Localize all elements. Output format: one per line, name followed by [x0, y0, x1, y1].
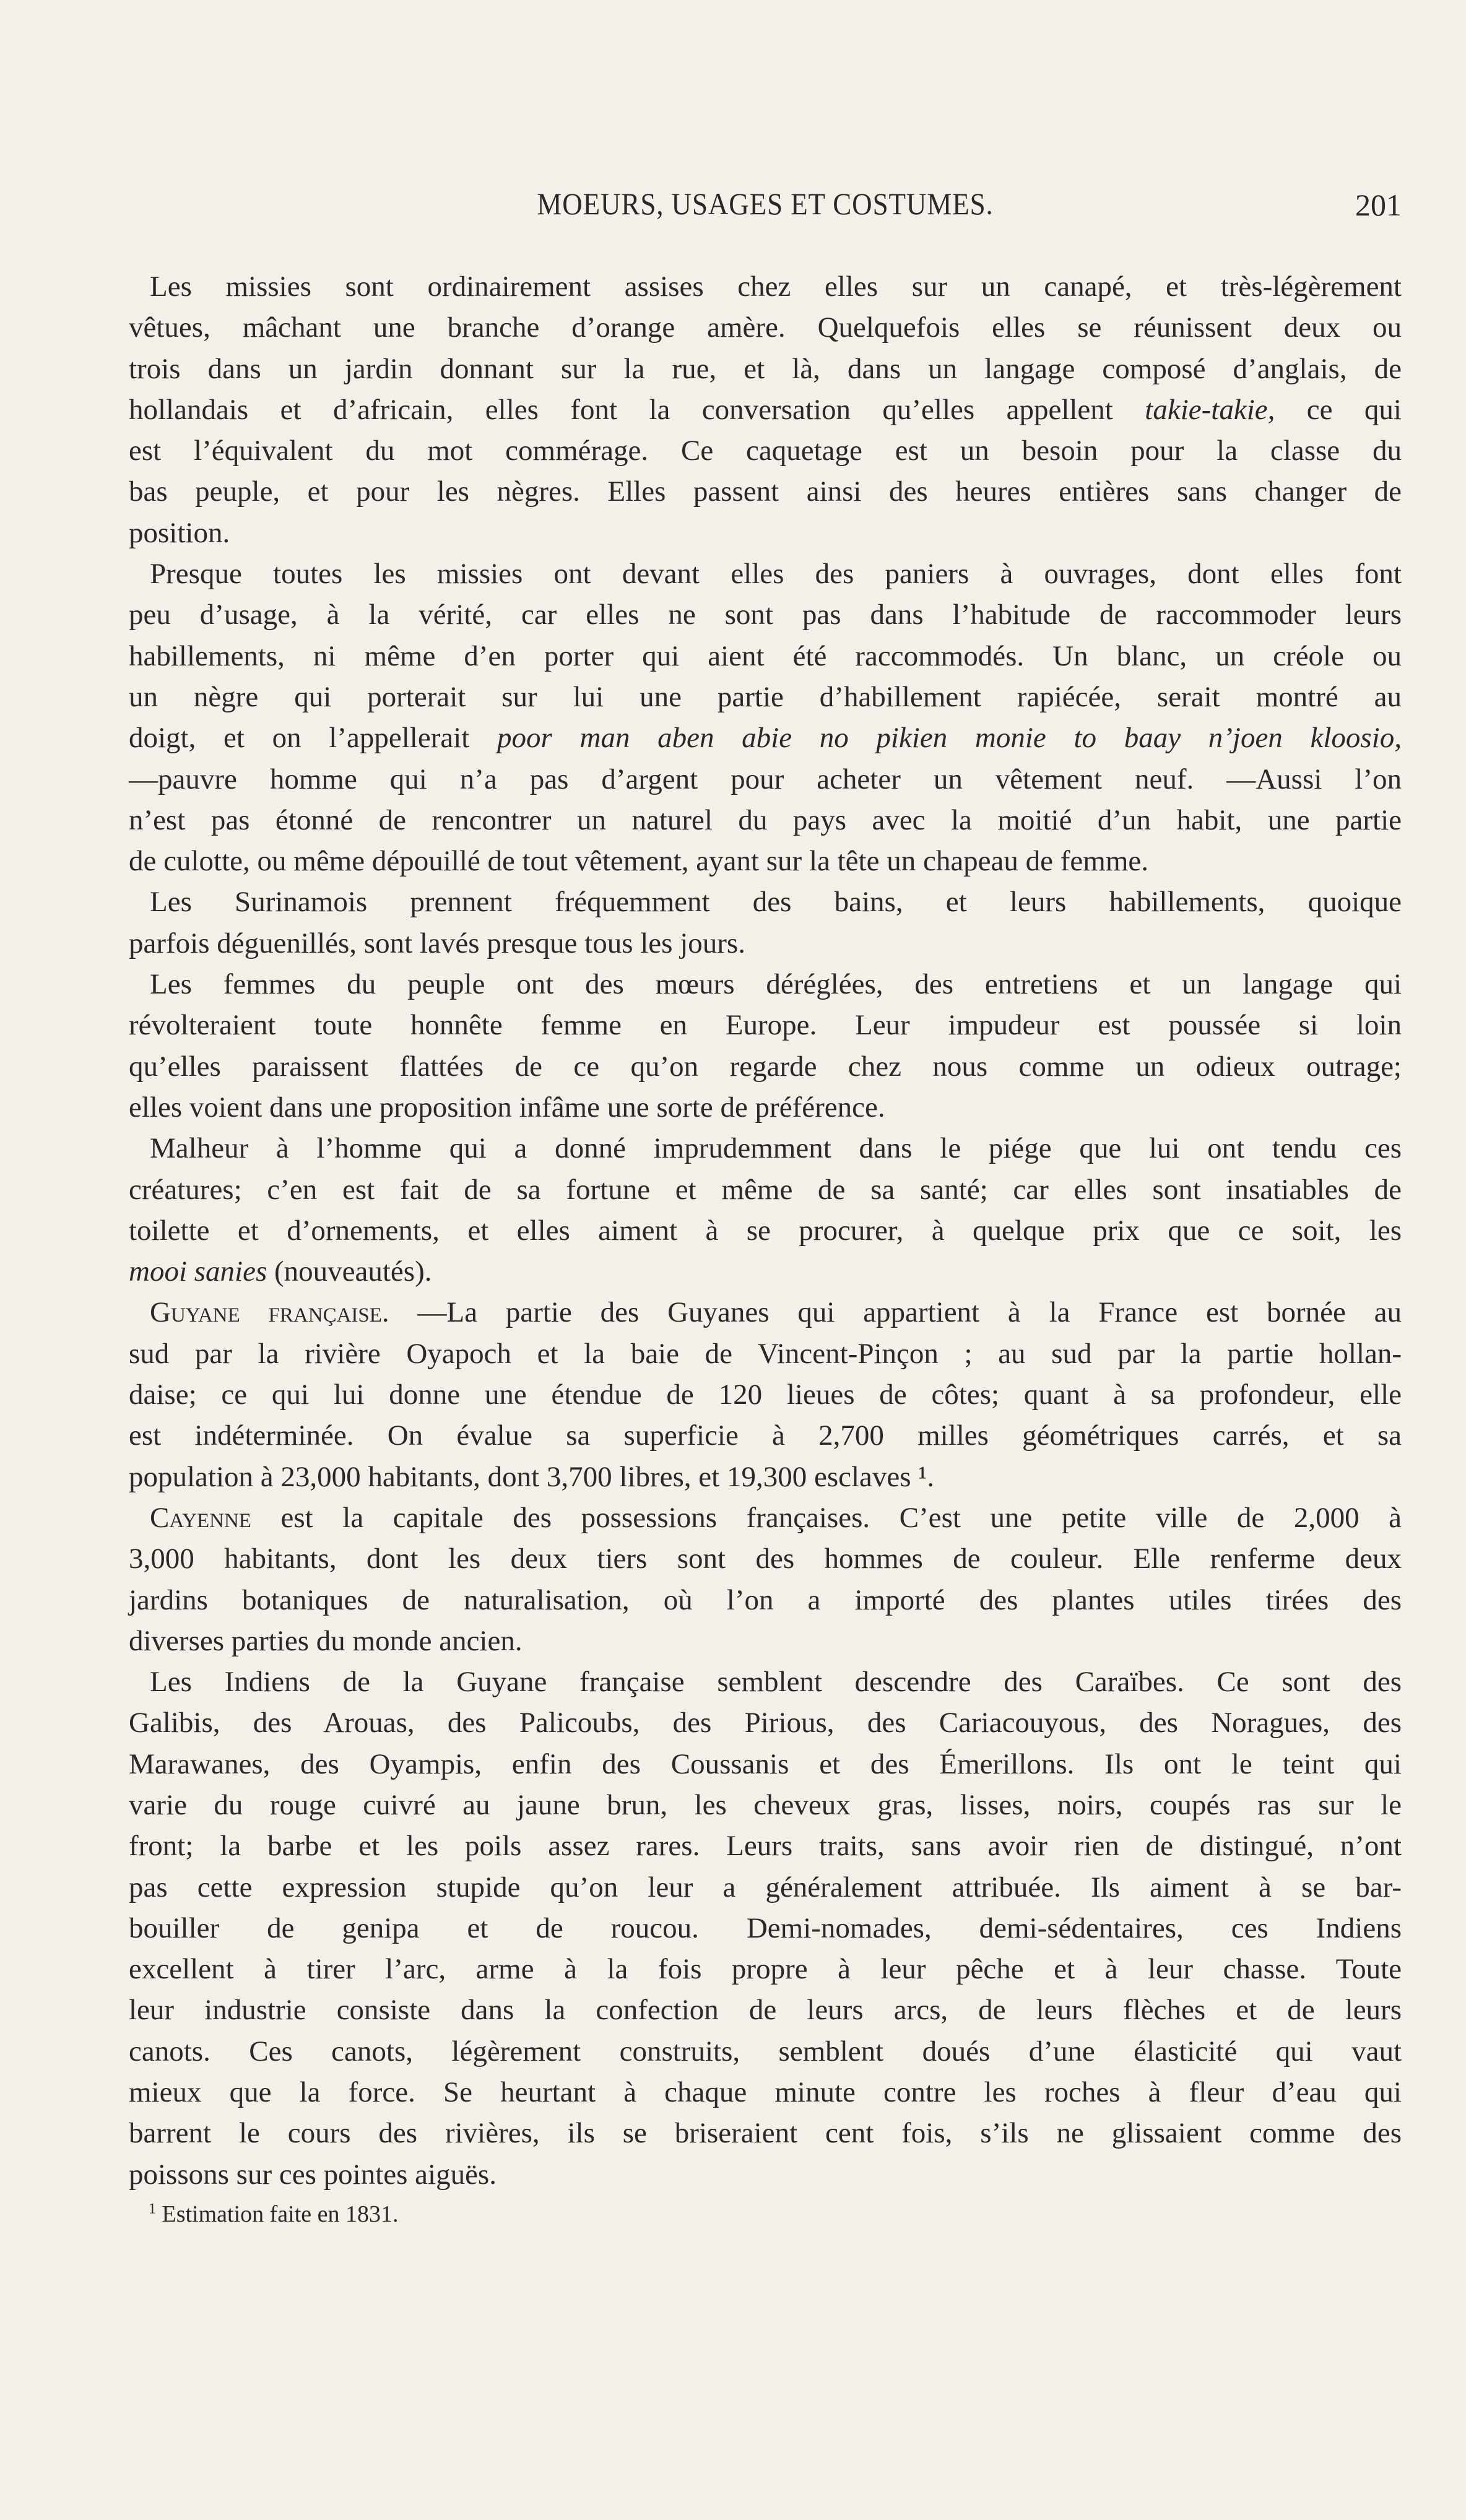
line-text: (nouveautés).	[267, 1255, 432, 1288]
line-text: —pauvre homme qui n’a pas d’argent pour acheter un vêtement neuf. —Aussi l’on	[129, 763, 1402, 795]
line-text: est l’équivalent du mot commérage. Ce caquetage est un besoin pour la classe du	[129, 435, 1402, 467]
line-text: peu d’usage, à la vérité, car elles ne sont pas dans l’habitude de raccommoder leurs	[129, 599, 1402, 631]
line-text: Presque toutes les missies ont devant elles des paniers à ouvrages, dont elles font	[150, 558, 1402, 591]
paragraph	[129, 553, 1402, 881]
footnote-text: Estimation faite en 1831.	[162, 2201, 399, 2227]
line-text: bas peuple, et pour les nègres. Elles passent ainsi des heures entières sans changer de	[129, 475, 1402, 508]
text-line	[129, 841, 1402, 881]
text-line	[129, 1580, 1402, 1621]
text-line	[129, 1702, 1402, 1743]
text-line	[129, 1825, 1402, 1866]
line-text: toilette et d’ornements, et elles aiment à se procurer, à quelque prix que ce soit, les	[129, 1214, 1402, 1247]
text-line	[129, 1621, 1402, 1661]
line-text: est indéterminée. On évalue sa superficie à 2,700 milles géométriques carrés, et sa	[129, 1419, 1402, 1452]
line-text: doigt, et on l’appellerait	[129, 722, 498, 755]
paragraph	[129, 1128, 1402, 1292]
smallcaps-heading: Guyane française.	[150, 1296, 389, 1329]
line-text: pas cette expression stupide qu’on leur a généralement attribuée. Ils aiment à se bar-	[129, 1871, 1402, 1903]
text-line	[129, 1128, 1402, 1169]
line-text: Les missies sont ordinairement assises chez elles sur un canapé, et très-légèrement	[150, 271, 1402, 303]
line-text: n’est pas étonné de rencontrer un naturel du pays avec la moitié d’un habit, une partie	[129, 803, 1402, 836]
chapter-title: MOEURS, USAGES ET COSTUMES.	[537, 186, 994, 221]
line-text: elles voient dans une proposition infâme une sorte de préférence.	[129, 1091, 885, 1124]
line-text: population à 23,000 habitants, dont 3,700 libres, et 19,300 esclaves ¹.	[129, 1460, 935, 1493]
paragraph	[129, 881, 1402, 964]
line-text: trois dans un jardin donnant sur la rue, et là, dans un langage composé d’anglais, de	[129, 352, 1402, 385]
line-text: Les Surinamois prennent fréquemment des bains, et leurs habillements, quoique	[150, 886, 1402, 919]
line-text: vêtues, mâchant une branche d’orange amère. Quelquefois elles se réunissent deux ou	[129, 311, 1402, 344]
text-line	[129, 307, 1402, 348]
line-text: un nègre qui porterait sur lui une partie d’habillement rapiécée, serait montré au	[129, 680, 1402, 713]
text-line	[129, 1046, 1402, 1087]
line-text: est la capitale des possessions françaises. C’est une petite ville de 2,000 à	[251, 1501, 1402, 1534]
line-text: barrent le cours des rivières, ils se briseraient cent fois, s’ils ne glissaient comme des	[129, 2117, 1402, 2150]
text-line	[129, 636, 1402, 677]
text-line	[129, 1457, 1402, 1497]
text-line	[129, 1744, 1402, 1785]
text-line	[129, 1661, 1402, 1702]
text-line	[129, 1990, 1402, 2030]
italic-text: takie-takie,	[1145, 393, 1275, 426]
text-line	[129, 1292, 1402, 1333]
text-line	[129, 1497, 1402, 1538]
italic-text: mooi sanies	[129, 1255, 267, 1288]
text-line	[129, 881, 1402, 922]
line-text: varie du rouge cuivré au jaune brun, les cheveux gras, lisses, noirs, coupés ras sur le	[129, 1788, 1402, 1821]
text-line	[129, 759, 1402, 800]
text-line	[129, 1415, 1402, 1456]
text-line	[129, 2113, 1402, 2154]
line-text: Galibis, des Arouas, des Palicoubs, des Pirious, des Cariacouyous, des Noragues, des	[129, 1707, 1402, 1739]
line-text: parfois déguenillés, sont lavés presque tous les jours.	[129, 927, 745, 959]
line-text: qu’elles paraissent flattées de ce qu’on regarde chez nous comme un odieux outrage;	[129, 1050, 1402, 1083]
text-line	[129, 2154, 1402, 2195]
text-line	[129, 1333, 1402, 1374]
italic-text: poor man aben abie no pikien monie to baay n’joen kloosio,	[497, 722, 1402, 755]
text-line	[129, 594, 1402, 635]
body-text	[129, 266, 1402, 2195]
text-line	[129, 553, 1402, 594]
text-line	[129, 1169, 1402, 1210]
paragraph	[129, 1661, 1402, 2195]
paragraph	[129, 964, 1402, 1128]
line-text: créatures; c’en est fait de sa fortune et même de sa santé; car elles sont insatiables de	[129, 1173, 1402, 1206]
line-text: daise; ce qui lui donne une étendue de 120 lieues de côtes; quant à sa profondeur, elle	[129, 1379, 1402, 1411]
text-line	[129, 389, 1402, 430]
text-line	[129, 717, 1402, 758]
line-text: hollandais et d’africain, elles font la conversation qu’elles appellent	[129, 393, 1145, 426]
line-text: mieux que la force. Se heurtant à chaque minute contre les roches à fleur d’eau qui	[129, 2076, 1402, 2109]
text-line	[129, 266, 1402, 307]
text-line	[129, 677, 1402, 717]
text-line	[129, 1908, 1402, 1949]
line-text: Malheur à l’homme qui a donné imprudemment dans le piége que lui ont tendu ces	[150, 1132, 1402, 1165]
text-line	[129, 1867, 1402, 1908]
line-text: excellent à tirer l’arc, arme à la fois propre à leur pêche et à leur chasse. Toute	[129, 1953, 1402, 1986]
text-line	[129, 1949, 1402, 1990]
text-line	[129, 1087, 1402, 1128]
text-line	[129, 923, 1402, 964]
paragraph	[129, 1292, 1402, 1497]
line-text: de culotte, ou même dépouillé de tout vêtement, ayant sur la tête un chapeau de femme.	[129, 845, 1148, 878]
text-line	[129, 1251, 1402, 1292]
line-text: jardins botaniques de naturalisation, où l’on a importé des plantes utiles tirées des	[129, 1583, 1402, 1616]
text-line	[129, 1374, 1402, 1415]
text-line	[129, 349, 1402, 389]
text-line	[129, 2031, 1402, 2072]
line-text: position.	[129, 516, 230, 549]
line-text: ce qui	[1275, 393, 1402, 426]
line-text: 3,000 habitants, dont les deux tiers sont des hommes de couleur. Elle renferme deux	[129, 1543, 1402, 1575]
footnote	[149, 2201, 399, 2228]
line-text: —La partie des Guyanes qui appartient à la France est bornée au	[389, 1296, 1402, 1329]
footnote-marker: 1	[149, 2201, 156, 2217]
line-text: Les Indiens de la Guyane française semblent descendre des Caraïbes. Ce sont des	[150, 1666, 1402, 1699]
text-line	[129, 964, 1402, 1005]
page-number: 201	[1355, 188, 1402, 222]
paragraph	[129, 266, 1402, 553]
running-head	[129, 186, 1402, 229]
paragraph	[129, 1497, 1402, 1661]
text-line	[129, 471, 1402, 512]
line-text: révolteraient toute honnête femme en Europe. Leur impudeur est poussée si loin	[129, 1009, 1402, 1042]
text-line	[129, 1005, 1402, 1046]
line-text: diverses parties du monde ancien.	[129, 1624, 523, 1657]
text-line	[129, 430, 1402, 471]
line-text: sud par la rivière Oyapoch et la baie de Vincent-Pinçon ; au sud par la partie hollan-	[129, 1337, 1402, 1370]
text-line	[129, 2072, 1402, 2113]
line-text: habillements, ni même d’en porter qui aient été raccommodés. Un blanc, un créole ou	[129, 639, 1402, 672]
line-text: front; la barbe et les poils assez rares. Leurs traits, sans avoir rien de distingué, n’ont	[129, 1830, 1402, 1863]
line-text: bouiller de genipa et de roucou. Demi-nomades, demi-sédentaires, ces Indiens	[129, 1912, 1402, 1944]
line-text: canots. Ces canots, légèrement construits, semblent doués d’une élasticité qui vaut	[129, 2035, 1402, 2068]
line-text: Les femmes du peuple ont des mœurs déréglées, des entretiens et un langage qui	[150, 968, 1402, 1001]
smallcaps-heading: Cayenne	[150, 1501, 251, 1534]
text-line	[129, 800, 1402, 841]
text-line	[129, 1785, 1402, 1825]
text-line	[129, 513, 1402, 553]
text-line	[129, 1538, 1402, 1579]
text-line	[129, 1210, 1402, 1251]
line-text: leur industrie consiste dans la confection de leurs arcs, de leurs flèches et de leurs	[129, 1994, 1402, 2027]
line-text: poissons sur ces pointes aiguës.	[129, 2158, 497, 2191]
line-text: Marawanes, des Oyampis, enfin des Coussanis et des Émerillons. Ils ont le teint qui	[129, 1747, 1402, 1780]
